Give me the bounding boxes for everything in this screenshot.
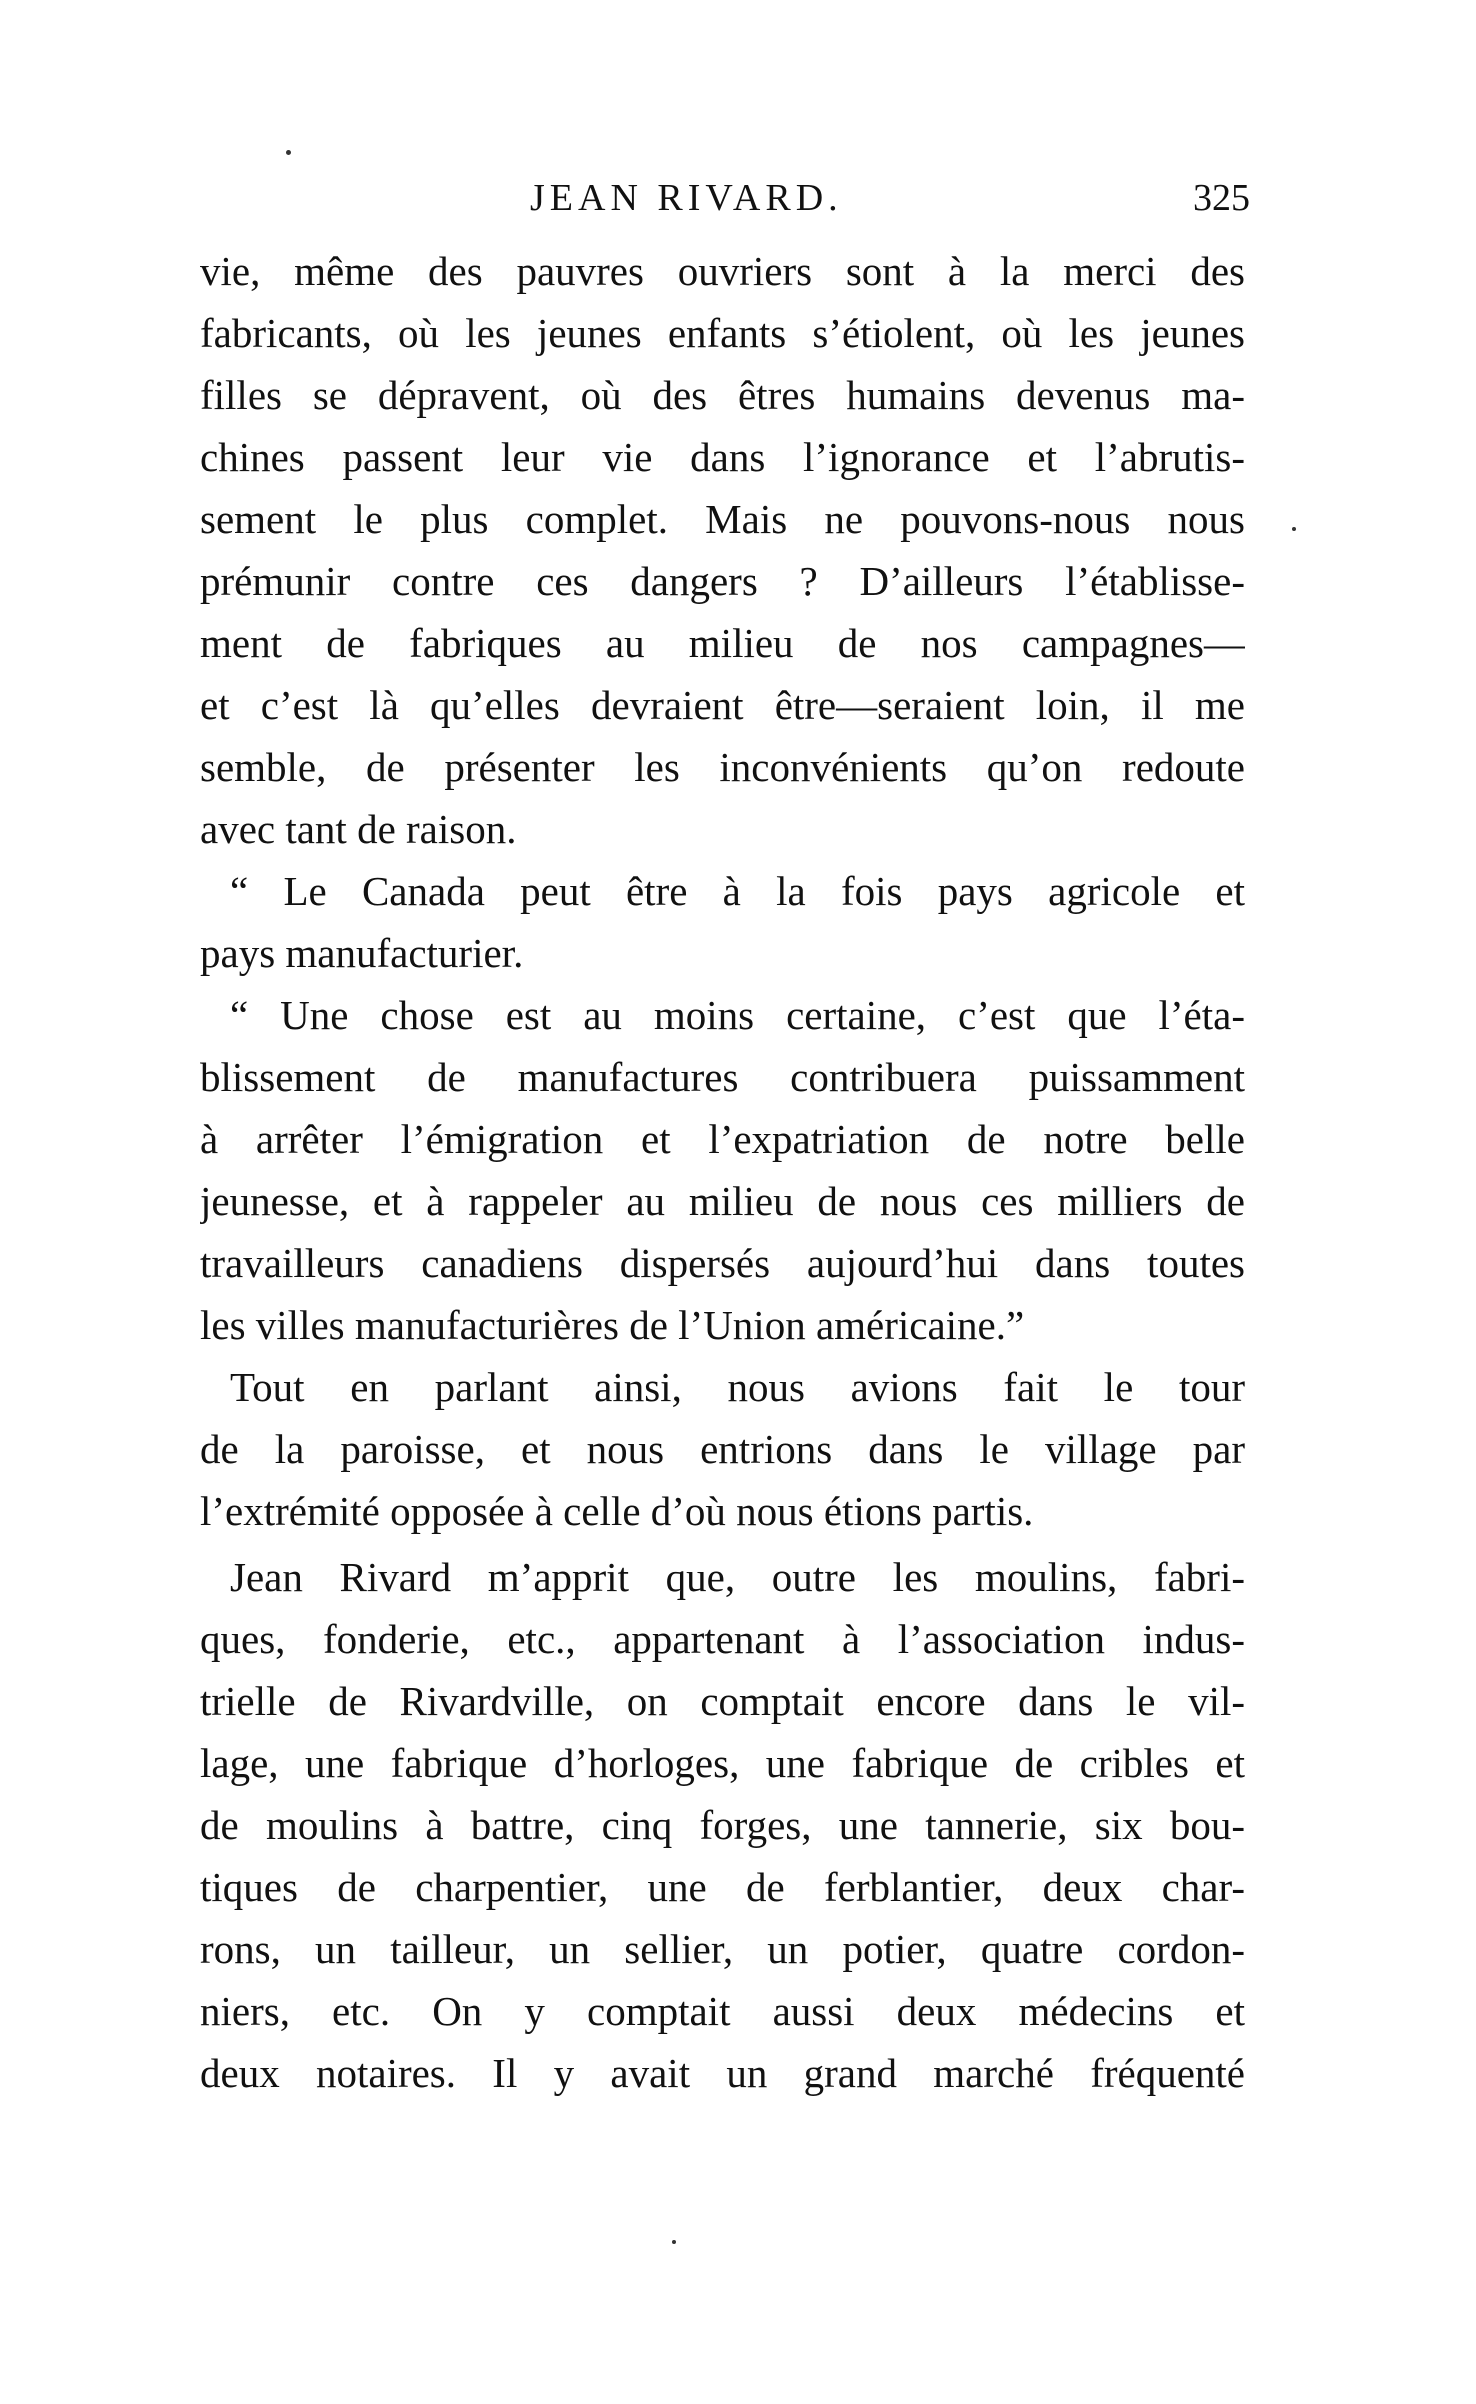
page-number: 325	[1193, 177, 1250, 219]
text-line: Tout en parlant ainsi, nous avions fait le tour	[230, 1364, 1245, 1410]
running-title: JEAN RIVARD.	[530, 177, 843, 219]
text-line: trielle de Rivardville, on comptait encore dans le vil-	[200, 1678, 1245, 1724]
page-header	[200, 176, 1250, 226]
text-line: “ Le Canada peut être à la fois pays agricole et	[230, 868, 1245, 914]
ink-speck	[672, 2240, 676, 2244]
text-line: pays manufacturier.	[200, 930, 524, 976]
text-line: jeunesse, et à rappeler au milieu de nous ces milliers de	[200, 1178, 1245, 1224]
text-line: prémunir contre ces dangers ? D’ailleurs l’établisse-	[200, 558, 1245, 604]
text-line: deux notaires. Il y avait un grand marché fréquenté	[200, 2050, 1245, 2096]
text-line: sement le plus complet. Mais ne pouvons-nous nous	[200, 496, 1245, 542]
ink-speck	[286, 150, 291, 155]
text-line: ques, fonderie, etc., appartenant à l’association indus-	[200, 1616, 1245, 1662]
text-line: filles se dépravent, où des êtres humains devenus ma-	[200, 372, 1245, 418]
text-line: avec tant de raison.	[200, 806, 517, 852]
ink-speck	[1292, 527, 1296, 531]
text-line: de la paroisse, et nous entrions dans le village par	[200, 1426, 1245, 1472]
text-line: et c’est là qu’elles devraient être—seraient loin, il me	[200, 682, 1245, 728]
text-line: ment de fabriques au milieu de nos campagnes—	[200, 620, 1245, 666]
text-line: l’extrémité opposée à celle d’où nous étions partis.	[200, 1488, 1034, 1534]
text-line: blissement de manufactures contribuera puissamment	[200, 1054, 1245, 1100]
text-line: fabricants, où les jeunes enfants s’étiolent, où les jeunes	[200, 310, 1245, 356]
text-line: lage, une fabrique d’horloges, une fabrique de cribles et	[200, 1740, 1245, 1786]
text-line: à arrêter l’émigration et l’expatriation de notre belle	[200, 1116, 1245, 1162]
body-text	[200, 240, 1245, 2104]
text-line: semble, de présenter les inconvénients qu’on redoute	[200, 744, 1245, 790]
text-line: les villes manufacturières de l’Union américaine.”	[200, 1302, 1025, 1348]
text-line: niers, etc. On y comptait aussi deux médecins et	[200, 1988, 1245, 2034]
text-line: Jean Rivard m’apprit que, outre les moulins, fabri-	[230, 1554, 1245, 1600]
text-line: chines passent leur vie dans l’ignorance et l’abrutis-	[200, 434, 1245, 480]
text-line: tiques de charpentier, une de ferblantier, deux char-	[200, 1864, 1245, 1910]
text-line: vie, même des pauvres ouvriers sont à la merci des	[200, 248, 1245, 294]
text-line: rons, un tailleur, un sellier, un potier, quatre cordon-	[200, 1926, 1245, 1972]
text-line: “ Une chose est au moins certaine, c’est que l’éta-	[230, 992, 1245, 1038]
text-line: travailleurs canadiens dispersés aujourd’hui dans toutes	[200, 1240, 1245, 1286]
text-line: de moulins à battre, cinq forges, une tannerie, six bou-	[200, 1802, 1245, 1848]
